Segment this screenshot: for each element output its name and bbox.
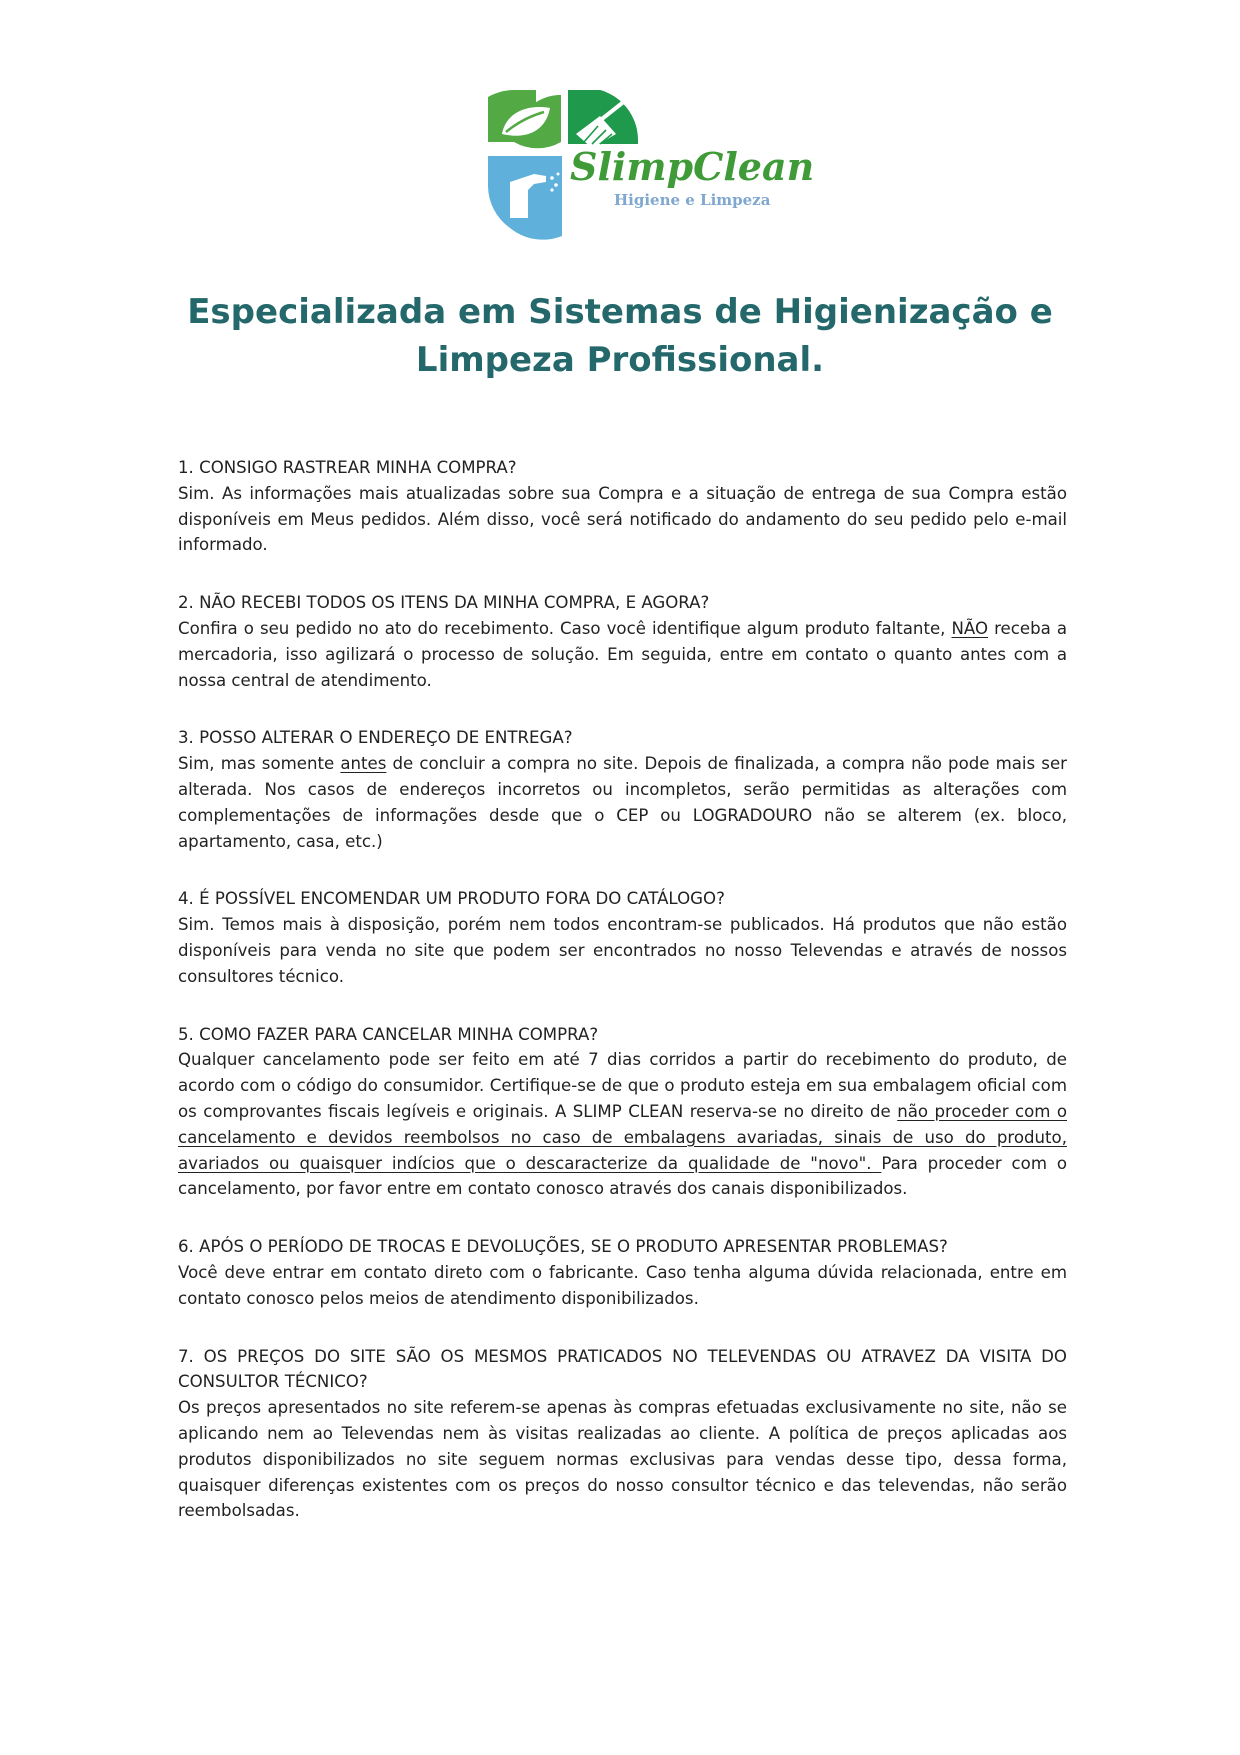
faq-answer-emphasis: NÃO <box>951 618 989 638</box>
faq-answer-emphasis: antes <box>340 754 387 774</box>
faq-answer-text: Para proceder com o cancelamento, por favor entre em contato conosco através dos canais disponibilizados. <box>178 1153 1067 1199</box>
faq-answer-text: Confira o seu pedido no ato do recebimento. Caso você identifique algum produto faltante, <box>178 618 952 638</box>
faq-answer <box>178 1260 1067 1312</box>
faq-answer <box>178 616 1067 693</box>
faq-question: 7. OS PREÇOS DO SITE SÃO OS MESMOS PRATICADOS NO TELEVENDAS OU ATRAVEZ DA VISITA DO CONSULTOR TÉCNICO? <box>178 1346 1067 1392</box>
faq-answer <box>178 1395 1067 1524</box>
faq-answer-text: de concluir a compra no site. Depois de finalizada, a compra não pode mais ser alterada. Nos casos de endereços incorretos ou incompletos, serão permitidas as alterações com complementações de informações desde que o CEP ou LOGRADOURO não se alterem (ex. bloco, apartamento, casa, etc.) <box>178 754 1067 851</box>
slimpclean-logo <box>488 90 848 250</box>
faq-answer <box>178 481 1067 558</box>
logo-name: SlimpClean <box>570 144 815 189</box>
spray-bottle-icon <box>488 156 562 240</box>
page-heading <box>0 288 1240 384</box>
faq-question: 4. É POSSÍVEL ENCOMENDAR UM PRODUTO FORA DO CATÁLOGO? <box>178 889 725 909</box>
faq-answer-text: Você deve entrar em contato direto com o fabricante. Caso tenha alguma dúvida relacionada, entre em contato conosco pelos meios de atendimento disponibilizados. <box>178 1262 1067 1308</box>
heading-line-1: Especializada em Sistemas de Higienização e <box>187 292 1053 332</box>
faq-item-7 <box>178 1344 1067 1525</box>
faq-answer-text: Sim. Temos mais à disposição, porém nem todos encontram-se publicados. Há produtos que não estão disponíveis para venda no site que podem ser encontrados no nosso Televendas e através de nossos consultores técnico. <box>178 915 1067 986</box>
heading-line-2: Limpeza Profissional. <box>415 340 825 380</box>
faq-question: 6. APÓS O PERÍODO DE TROCAS E DEVOLUÇÕES, SE O PRODUTO APRESENTAR PROBLEMAS? <box>178 1237 948 1257</box>
faq-answer-text: Sim, mas somente <box>178 754 341 774</box>
broom-icon <box>568 90 638 148</box>
faq-answer <box>178 751 1067 854</box>
faq-question: 5. COMO FAZER PARA CANCELAR MINHA COMPRA? <box>178 1024 599 1044</box>
faq-item-6 <box>178 1234 1067 1311</box>
leaf-icon <box>488 90 561 148</box>
faq-question: 1. CONSIGO RASTREAR MINHA COMPRA? <box>178 458 517 477</box>
faq-item-2 <box>178 590 1067 693</box>
faq-item-4 <box>178 886 1067 989</box>
faq-item-3 <box>178 725 1067 854</box>
faq-item-1 <box>178 455 1067 558</box>
faq-question: 2. NÃO RECEBI TODOS OS ITENS DA MINHA COMPRA, E AGORA? <box>178 593 710 613</box>
faq-answer <box>178 1047 1067 1202</box>
faq-question: 3. POSSO ALTERAR O ENDEREÇO DE ENTREGA? <box>178 728 573 748</box>
faq-answer <box>178 912 1067 989</box>
faq-answer-emphasis: não proceder com o cancelamento e devidos reembolsos no caso de embalagens avariadas, sinais de uso do produto, avariados ou quaisquer indícios que o descaracterize da qualidade de "novo". <box>178 1101 1067 1173</box>
faq-answer-text: Qualquer cancelamento pode ser feito em até 7 dias corridos a partir do recebimento do produto, de acordo com o código do consumidor. Certifique-se de que o produto esteja em sua embalagem oficial com os comprovantes fiscais legíveis e originais. A SLIMP CLEAN reserva-se no direito de <box>178 1050 1067 1121</box>
faq-answer-text: Sim. As informações mais atualizadas sobre sua Compra e a situação de entrega de sua Compra estão disponíveis em Meus pedidos. Além disso, você será notificado do andamento do seu pedido pelo e-mail informado. <box>178 483 1067 555</box>
faq-answer-text: Os preços apresentados no site referem-se apenas às compras efetuadas exclusivamente no site, não se aplicando nem ao Televendas nem às visitas realizadas ao cliente. A política de preços aplicadas aos produtos disponibilizados no site seguem normas exclusivas para vendas desse tipo, dessa forma, quaisquer diferenças existentes com os preços do nosso consultor técnico e das televendas, não serão reembolsadas. <box>178 1398 1067 1521</box>
faq-list <box>178 455 1067 1556</box>
faq-answer-text: receba a mercadoria, isso agilizará o processo de solução. Em seguida, entre em contato o quanto antes com a nossa central de atendimento. <box>178 618 1067 690</box>
faq-item-5 <box>178 1022 1067 1203</box>
logo-tagline: Higiene e Limpeza <box>614 191 771 209</box>
